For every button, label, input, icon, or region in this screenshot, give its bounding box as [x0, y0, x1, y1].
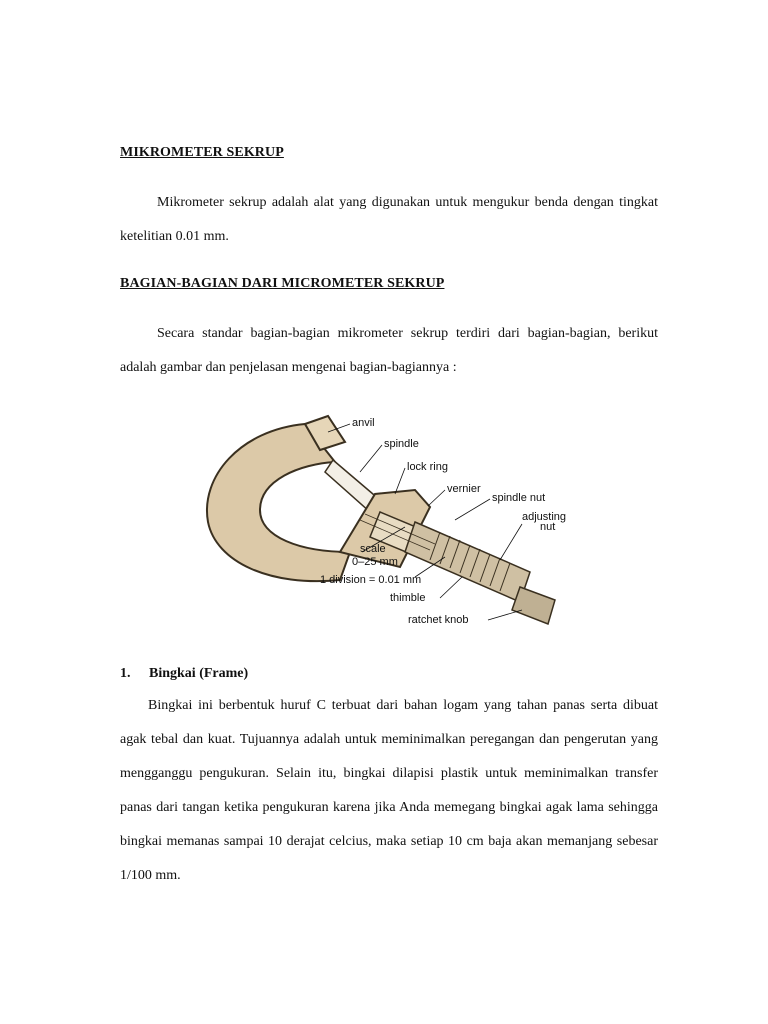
thimble-shape	[405, 522, 530, 602]
section-heading-mikrometer: MIKROMETER SEKRUP	[120, 145, 284, 160]
item-title: Bingkai (Frame)	[149, 666, 249, 681]
label-scale-range: 0–25 mm	[352, 556, 398, 568]
paragraph-definition: Mikrometer sekrup adalah alat yang digunakan untuk mengukur benda dengan tingkat ketelitian 0.01 mm.	[120, 195, 658, 244]
micrometer-diagram	[200, 402, 580, 642]
paragraph-bagian-intro: Secara standar bagian-bagian mikrometer sekrup terdiri dari bagian-bagian, berikut adalah gambar dan penjelasan mengenai bagian-bagiannya :	[120, 326, 658, 375]
label-division: 1 division = 0.01 mm	[320, 574, 422, 586]
label-spindle-nut: spindle nut	[492, 492, 546, 504]
label-lock-ring: lock ring	[407, 461, 448, 473]
label-nut: nut	[540, 521, 556, 533]
label-scale: scale	[360, 543, 386, 555]
ratchet-knob-shape	[512, 587, 555, 624]
item-heading-frame	[120, 666, 248, 682]
item-number: 1.	[120, 666, 131, 681]
label-ratchet-knob: ratchet knob	[408, 614, 469, 626]
label-thimble: thimble	[390, 592, 426, 604]
paragraph-frame: Bingkai ini berbentuk huruf C terbuat dari bahan logam yang tahan panas serta dibuat agak tebal dan kuat. Tujuannya adalah untuk meminimalkan peregangan dan pengerutan yang mengganggu pengukuran. Selain itu, bingkai dilapisi plastik untuk meminimalkan transfer panas dari tangan ketika pengukuran karena jika Anda memegang bingkai agak lama sehingga bingkai memanas sampai 10 derajat celcius, maka setiap 10 cm baja akan memanjang sebesar 1/100 mm.	[120, 698, 658, 883]
label-anvil: anvil	[352, 417, 375, 429]
label-spindle: spindle	[384, 438, 419, 450]
label-vernier: vernier	[447, 483, 481, 495]
label-adjusting: adjusting	[522, 511, 567, 523]
section-heading-bagian: BAGIAN-BAGIAN DARI MICROMETER SEKRUP	[120, 276, 445, 291]
